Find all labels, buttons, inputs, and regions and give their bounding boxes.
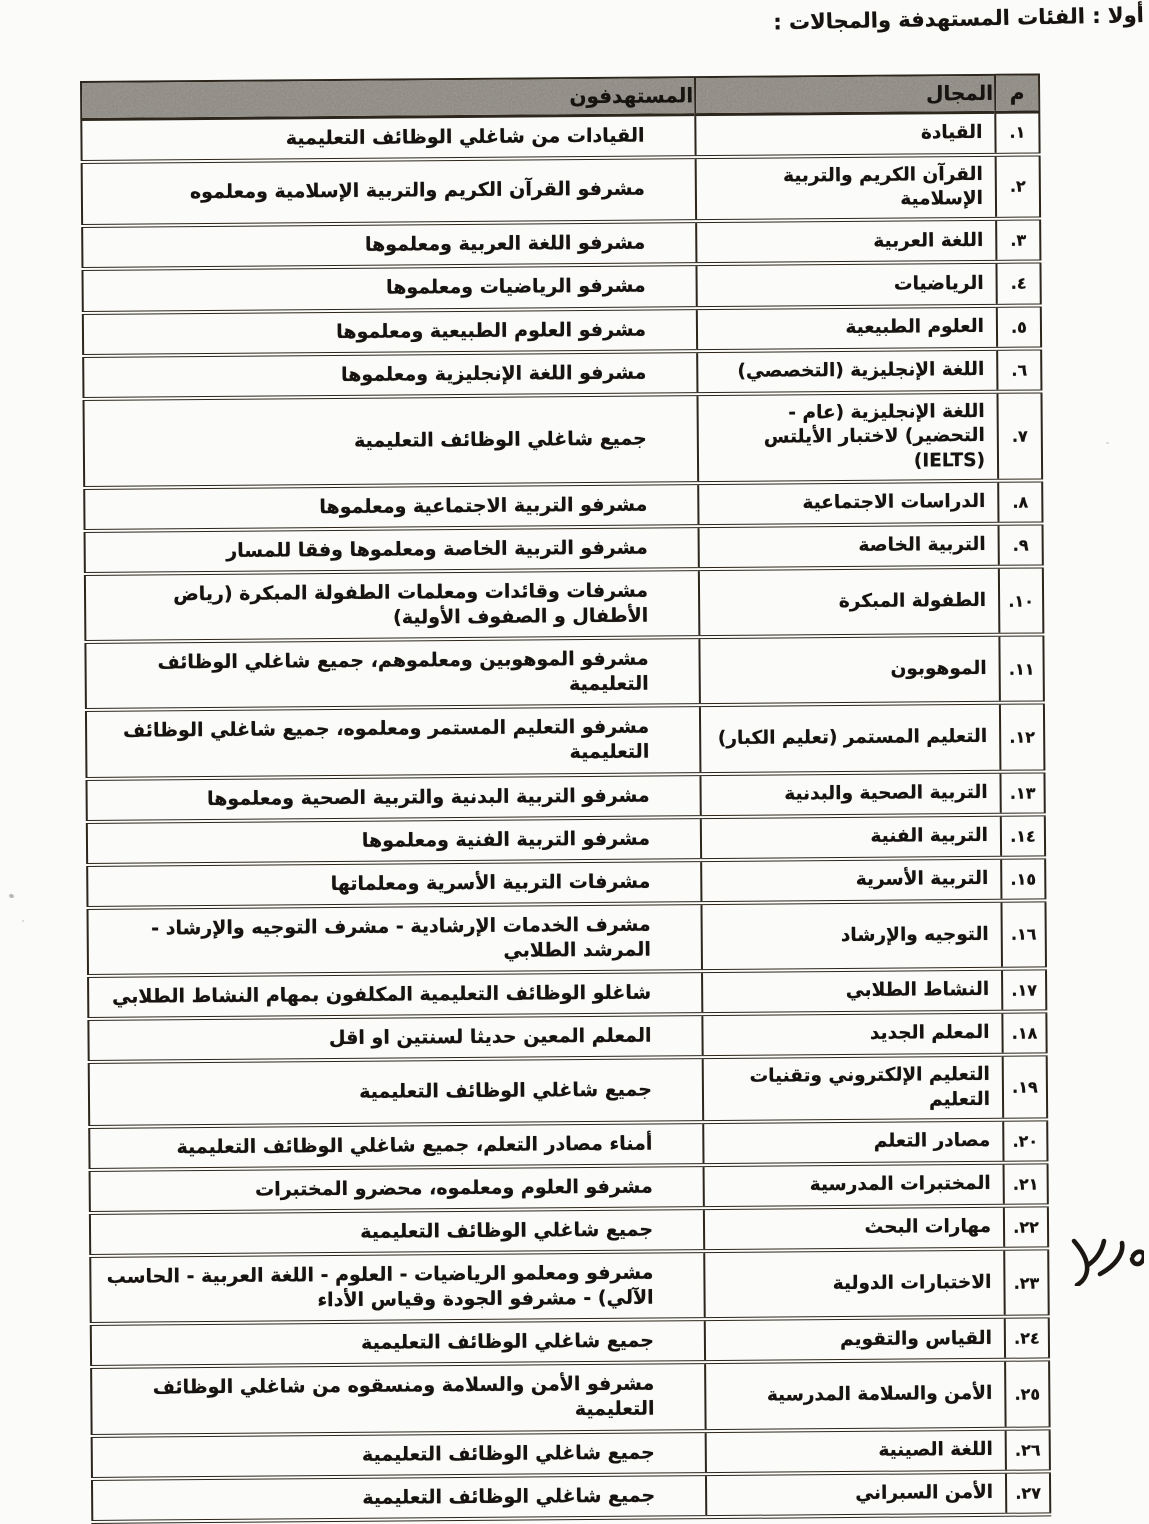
- targets-cell: مشرفو التربية الخاصة ومعلموها وفقا للمسار: [85, 526, 699, 574]
- targets-cell: جميع شاغلي الوظائف التعليمية: [92, 1474, 706, 1522]
- row-number-cell: ١٥.: [1001, 857, 1045, 900]
- targets-cell: أمناء مصادر التعلم، جميع شاغلي الوظائف التعليمية: [89, 1122, 703, 1170]
- targets-cell: المعلم المعين حديثا لسنتين او اقل: [88, 1014, 702, 1062]
- row-number-cell: ١١.: [999, 635, 1044, 703]
- header-field-label: المجال: [925, 80, 994, 106]
- targets-cell: مشرفو الأمن والسلامة ومنسقوه من شاغلي الوظائف التعليمية: [91, 1363, 706, 1436]
- row-number-cell: ١٧.: [1002, 968, 1046, 1011]
- header-number-label: م: [1009, 80, 1025, 105]
- row-number-cell: ١٤.: [1001, 814, 1045, 857]
- table-row: [82, 154, 1040, 226]
- targets-cell: مشرفو القرآن الكريم والتربية الإسلامية ومعلموه: [82, 157, 696, 227]
- targets-cell: مشرفو اللغة العربية ومعلموها: [82, 222, 696, 270]
- table-row: [87, 857, 1045, 908]
- table-row: [83, 391, 1042, 488]
- row-number-cell: ٢٧.: [1006, 1471, 1050, 1514]
- table-row: [90, 1249, 1049, 1325]
- field-cell: الرياضيات: [696, 262, 996, 307]
- field-cell: النشاط الطلابي: [702, 969, 1002, 1014]
- field-cell: المختبرات المدرسية: [704, 1163, 1004, 1208]
- field-cell: اللغة الإنجليزية (عام - التحضير) لاختبار الأيلتس (IELTS): [697, 392, 998, 484]
- targets-cell: مشرفو التربية البدنية والتربية الصحية ومعلموها: [86, 774, 700, 822]
- row-number-cell: ٣.: [996, 219, 1040, 262]
- targets-cell: مشرفو الموهوبين ومعلموهم، جميع شاغلي الوظائف التعليمية: [85, 637, 700, 710]
- row-number-cell: ٢٥.: [1005, 1360, 1050, 1428]
- header-targets-label: المستهدفون: [569, 83, 694, 109]
- field-cell: الأمن السبراني: [706, 1471, 1006, 1516]
- field-cell: القيادة: [695, 112, 995, 157]
- table-row: [82, 219, 1040, 270]
- table-row: [81, 111, 1039, 161]
- field-cell: الطفولة المبكرة: [699, 567, 1000, 638]
- scan-speck: [8, 893, 14, 898]
- scan-speck: [22, 920, 24, 922]
- targets-cell: مشرفو الرياضيات ومعلموها: [82, 265, 696, 313]
- targets-cell: مشرف الخدمات الإرشادية - مشرف التوجيه والإرشاد - المرشد الطلابي: [87, 903, 702, 976]
- table-row: [89, 1055, 1047, 1127]
- table-row: [88, 1011, 1046, 1062]
- header-cell-field: [695, 75, 995, 114]
- targets-cell: مشرفات وقائدات ومعلمات الطفولة المبكرة (رياض الأطفال و الصفوف الأولية): [85, 569, 700, 642]
- table-row: [83, 348, 1041, 399]
- field-cell: القرآن الكريم والتربية الإسلامية: [696, 154, 996, 221]
- row-number-cell: ٤.: [996, 262, 1040, 305]
- targets-cell: جميع شاغلي الوظائف التعليمية: [91, 1319, 705, 1367]
- field-cell: التعليم المستمر (تعليم الكبار): [700, 703, 1001, 774]
- row-number-cell: ٩.: [999, 523, 1043, 566]
- row-number-cell: ٢٢.: [1004, 1205, 1048, 1248]
- table-row: [90, 1162, 1048, 1213]
- table-header-row: [81, 74, 1039, 119]
- row-number-cell: ٥.: [997, 305, 1041, 348]
- table-row: [85, 635, 1044, 711]
- field-cell: الموهوبون: [699, 635, 1000, 706]
- targets-cell: مشرفات التربية الأسرية ومعلماتها: [87, 860, 701, 908]
- table-row: [86, 703, 1045, 779]
- row-number-cell: ٢٣.: [1004, 1249, 1049, 1317]
- field-cell: التعليم الإلكتروني وتقنيات التعليم: [703, 1055, 1003, 1122]
- table-row: [90, 1205, 1048, 1256]
- row-number-cell: ٨.: [998, 480, 1042, 523]
- handwritten-mark-icon: [1046, 1234, 1144, 1286]
- page-title: أولا : الفئات المستهدفة والمجالات :: [773, 3, 1145, 35]
- targets-cell: جميع شاغلي الوظائف التعليمية: [89, 1057, 703, 1127]
- row-number-cell: ٧.: [997, 391, 1042, 481]
- field-cell: القياس والتقويم: [705, 1317, 1005, 1362]
- table-row: [87, 814, 1045, 865]
- field-cell: مصادر التعلم: [703, 1120, 1003, 1165]
- field-cell: الدراسات الاجتماعية: [698, 481, 998, 526]
- header-cell-targets: [81, 77, 695, 119]
- targets-cell: مشرفو العلوم الطبيعية ومعلموها: [83, 308, 697, 356]
- row-number-cell: ١٠.: [999, 567, 1044, 635]
- field-cell: اللغة الإنجليزية (التخصصي): [697, 348, 997, 393]
- row-number-cell: ١٢.: [1000, 703, 1045, 771]
- targets-table-wrap: [80, 73, 1049, 1523]
- targets-cell: مشرفو ومعلمو الرياضيات - العلوم - اللغة العربية - الحاسب الآلي) - مشرفو الجودة وقياس الأداء: [90, 1251, 705, 1324]
- table-body: [81, 111, 1050, 1521]
- field-cell: الأمن والسلامة المدرسية: [705, 1360, 1006, 1431]
- table-row: [82, 262, 1040, 313]
- table-row: [91, 1360, 1050, 1436]
- row-number-cell: ٢١.: [1004, 1162, 1048, 1205]
- targets-cell: شاغلو الوظائف التعليمية المكلفون بمهام النشاط الطلابي: [88, 971, 702, 1019]
- field-cell: اللغة الصينية: [706, 1428, 1006, 1473]
- targets-cell: مشرفو التربية الفنية ومعلموها: [87, 817, 701, 865]
- targets-cell: جميع شاغلي الوظائف التعليمية: [90, 1208, 704, 1256]
- row-number-cell: ١٨.: [1002, 1011, 1046, 1054]
- scan-speck: [1106, 442, 1109, 444]
- table-row: [92, 1428, 1050, 1479]
- targets-cell: جميع شاغلي الوظائف التعليمية: [83, 394, 698, 488]
- targets-cell: القيادات من شاغلي الوظائف التعليمية: [81, 114, 695, 161]
- field-cell: التربية الأسرية: [701, 857, 1001, 902]
- targets-cell: مشرفو التربية الاجتماعية ومعلموها: [84, 483, 698, 531]
- table-row: [86, 771, 1044, 822]
- field-cell: العلوم الطبيعية: [697, 305, 997, 350]
- table-row: [85, 567, 1044, 643]
- table-row: [85, 523, 1043, 574]
- field-cell: مهارات البحث: [704, 1206, 1004, 1251]
- field-cell: التربية الفنية: [701, 814, 1001, 859]
- targets-cell: مشرفو العلوم ومعلموه، محضرو المختبرات: [90, 1165, 704, 1213]
- field-cell: التوجيه والإرشاد: [701, 901, 1002, 972]
- table-row: [87, 900, 1046, 976]
- row-number-cell: ١٦.: [1001, 900, 1046, 968]
- targets-cell: جميع شاغلي الوظائف التعليمية: [92, 1431, 706, 1479]
- targets-cell: مشرفو التعليم المستمر ومعلموه، جميع شاغلي الوظائف التعليمية: [86, 706, 701, 779]
- field-cell: المعلم الجديد: [702, 1012, 1002, 1057]
- row-number-cell: ٢٦.: [1006, 1428, 1050, 1471]
- table-row: [92, 1471, 1050, 1522]
- row-number-cell: ٢.: [996, 154, 1041, 219]
- table-row: [91, 1317, 1049, 1368]
- row-number-cell: ٢٠.: [1003, 1119, 1047, 1162]
- field-cell: الاختبارات الدولية: [704, 1249, 1005, 1320]
- table-row: [84, 480, 1042, 531]
- row-number-cell: ٦.: [997, 348, 1041, 391]
- table-row: [88, 968, 1046, 1019]
- table-row: [89, 1119, 1047, 1170]
- row-number-cell: ١٣.: [1000, 771, 1044, 814]
- table-row: [83, 305, 1041, 356]
- row-number-cell: ١.: [995, 111, 1039, 154]
- targets-cell: مشرفو اللغة الإنجليزية ومعلموها: [83, 351, 697, 399]
- header-cell-number: [995, 74, 1039, 111]
- field-cell: اللغة العربية: [696, 219, 996, 264]
- row-number-cell: ٢٤.: [1005, 1317, 1049, 1360]
- row-number-cell: ١٩.: [1003, 1055, 1048, 1120]
- field-cell: التربية الصحية والبدنية: [700, 771, 1000, 816]
- targets-table: [80, 73, 1051, 1523]
- field-cell: التربية الخاصة: [699, 524, 999, 569]
